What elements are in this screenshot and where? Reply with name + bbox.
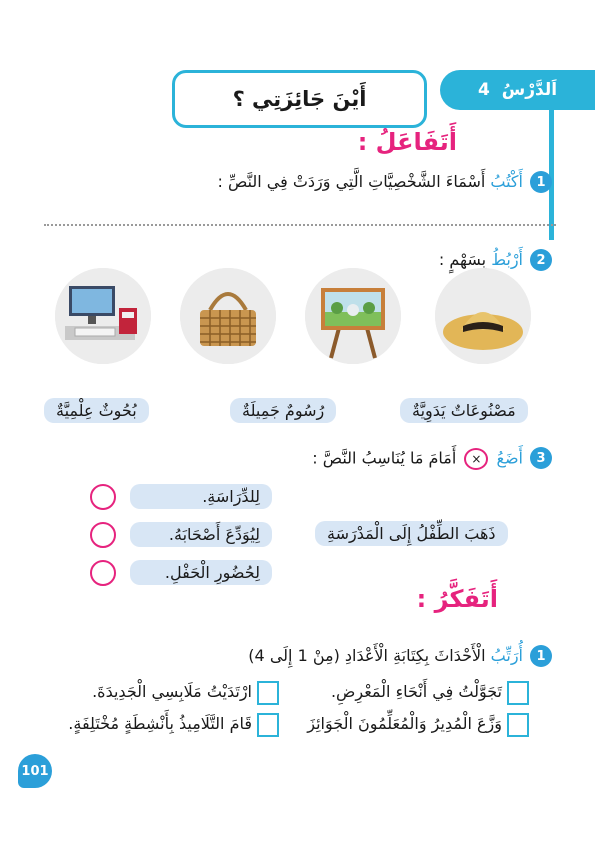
- word-handmade[interactable]: مَصْنُوعَاتٌ يَدَوِيَّةٌ: [400, 398, 528, 423]
- q3-text: أَمَامَ مَا يُنَاسِبُ النَّصَّ :: [312, 448, 457, 468]
- lesson-title: [172, 70, 427, 128]
- q3-option-1: لِلدِّرَاسَةِ.: [130, 484, 272, 509]
- q3-option-2-circle[interactable]: [90, 522, 116, 548]
- word-research[interactable]: بُحُوثٌ عِلْمِيَّةٌ: [44, 398, 149, 423]
- q1-number-badge: 1: [530, 171, 552, 193]
- think-heading: أَتَفَكَّرُ :: [416, 585, 498, 613]
- q3-option-3-circle[interactable]: [90, 560, 116, 586]
- basket-icon: [180, 268, 276, 364]
- t1-verb: أُرَتِّبُ: [490, 646, 523, 665]
- q3-option-3: لِحُضُورِ الْحَفْلِ.: [130, 560, 272, 585]
- q3-sentence: ذَهَبَ الطِّفْلُ إِلَى الْمَدْرَسَةِ: [315, 521, 508, 546]
- t1-event-1: تَجَوَّلْتُ فِي أَنْحَاءِ الْمَعْرِضِ.: [330, 682, 502, 701]
- t1-number-badge: 1: [530, 645, 552, 667]
- t1-event-3-box[interactable]: [507, 713, 529, 737]
- t1-event-3: وَزَّعَ الْمُدِيرُ وَالْمُعَلِّمُونَ الْجَوَائِزَ: [307, 714, 502, 733]
- x-mark-icon: ×: [464, 448, 488, 470]
- q2-text: بِسَهْمٍ :: [438, 250, 492, 269]
- t1-event-1-box[interactable]: [507, 681, 529, 705]
- q3-verb: أَضَعُ: [496, 448, 523, 468]
- q3-option-2: لِيُوَدِّعَ أَصْحَابَهُ.: [130, 522, 272, 547]
- lesson-tab: [440, 70, 595, 110]
- q2-instruction: [439, 250, 523, 269]
- q1-instruction: [217, 172, 523, 191]
- t1-instruction: [248, 646, 523, 665]
- t1-event-2: ارْتَدَيْتُ مَلَابِسِي الْجَدِيدَةَ.: [92, 682, 252, 701]
- q3-number-badge: 3: [530, 447, 552, 469]
- t1-event-2-box[interactable]: [257, 681, 279, 705]
- q1-answer-line[interactable]: [44, 224, 556, 226]
- lesson-label: اَلدَّرْسُ: [501, 80, 558, 100]
- computer-desk-icon: [55, 268, 151, 364]
- page-number: 101: [18, 754, 52, 788]
- straw-hat-icon: [435, 268, 531, 364]
- t1-event-4: قَامَ التَّلَامِيذُ بِأَنْشِطَةٍ مُخْتَلِفَةٍ.: [68, 714, 252, 733]
- q3-option-1-circle[interactable]: [90, 484, 116, 510]
- q2-number-badge: 2: [530, 249, 552, 271]
- q1-text: أَسْمَاءَ الشَّخْصِيَّاتِ الَّتِي وَرَدَتْ فِي النَّصِّ :: [217, 172, 491, 191]
- q1-verb: أَكْتُبُ: [490, 172, 523, 191]
- lesson-title-text: أَيْنَ جَائِزَتِي ؟: [232, 87, 367, 111]
- q2-verb: أَرْبُطُ: [491, 250, 523, 269]
- interact-heading: أَتَفَاعَلُ :: [357, 128, 457, 156]
- lesson-number: 4: [477, 80, 490, 100]
- q3-instruction: [312, 448, 523, 470]
- word-drawings[interactable]: رُسُومٌ جَمِيلَةٌ: [230, 398, 336, 423]
- painting-easel-icon: [305, 268, 401, 364]
- t1-text: الْأَحْدَاثَ بِكِتَابَةِ الْأَعْدَادِ (مِنْ 1 إِلَى 4): [248, 646, 491, 665]
- t1-event-4-box[interactable]: [257, 713, 279, 737]
